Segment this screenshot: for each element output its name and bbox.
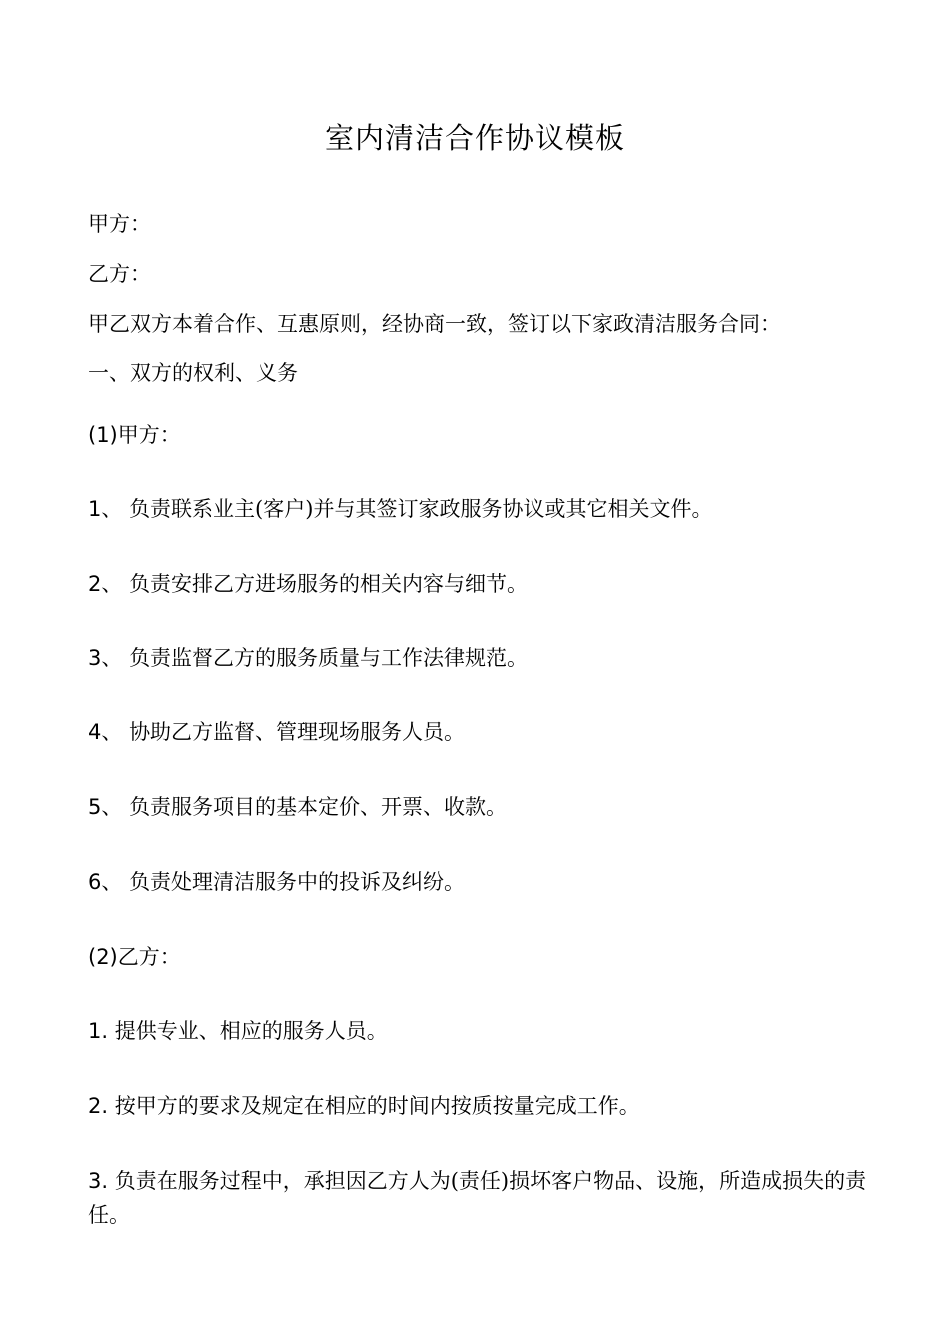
party-a-item bbox=[88, 493, 878, 525]
party-b-item bbox=[88, 1015, 878, 1047]
list-item-text: 负责处理清洁服务中的投诉及纠纷。 bbox=[129, 870, 466, 894]
party-b-item bbox=[88, 1090, 878, 1122]
party-a-subheading-marker: (1) bbox=[88, 423, 118, 447]
party-b-subheading bbox=[88, 941, 878, 973]
party-a-subheading-label: 甲方： bbox=[117, 423, 181, 447]
party-b-label: 乙方： bbox=[88, 262, 151, 286]
party-b-item bbox=[88, 1164, 868, 1232]
party-b-subheading-label: 乙方： bbox=[117, 945, 181, 969]
list-item-text: 负责在服务过程中，承担因乙方人为(责任)损坏客户物品、设施，所造成损失的责任。 bbox=[88, 1169, 867, 1227]
list-item-marker: 2、 bbox=[88, 572, 123, 596]
list-item-marker: 1、 bbox=[88, 497, 123, 521]
party-a-label: 甲方： bbox=[88, 212, 151, 236]
list-item-marker: 5、 bbox=[88, 795, 123, 819]
party-a-item bbox=[88, 791, 878, 823]
party-a-item bbox=[88, 866, 878, 898]
list-item-text: 负责联系业主(客户)并与其签订家政服务协议或其它相关文件。 bbox=[129, 497, 713, 521]
document-title: 室内清洁合作协议模板 bbox=[324, 121, 625, 155]
party-a-subheading bbox=[88, 419, 878, 451]
intro-paragraph: 甲乙双方本着合作、互惠原则，经协商一致，签订以下家政清洁服务合同： bbox=[88, 312, 781, 336]
list-item-text: 提供专业、相应的服务人员。 bbox=[114, 1019, 388, 1043]
section-heading-rights-obligations: 一、双方的权利、义务 bbox=[88, 361, 298, 385]
list-item-text: 协助乙方监督、管理现场服务人员。 bbox=[129, 720, 466, 744]
list-item-text: 负责安排乙方进场服务的相关内容与细节。 bbox=[129, 572, 529, 596]
list-item-marker: 2. bbox=[88, 1094, 109, 1118]
party-a-item bbox=[88, 716, 878, 748]
list-item-marker: 3. bbox=[88, 1169, 109, 1193]
party-a-item bbox=[88, 568, 878, 600]
list-item-marker: 3、 bbox=[88, 646, 123, 670]
list-item-marker: 1. bbox=[88, 1019, 109, 1043]
list-item-marker: 6、 bbox=[88, 870, 123, 894]
list-item-text: 按甲方的要求及规定在相应的时间内按质按量完成工作。 bbox=[114, 1094, 640, 1118]
list-item-text: 负责监督乙方的服务质量与工作法律规范。 bbox=[129, 646, 529, 670]
party-b-subheading-marker: (2) bbox=[88, 945, 118, 969]
list-item-text: 负责服务项目的基本定价、开票、收款。 bbox=[129, 795, 508, 819]
party-a-item bbox=[88, 642, 878, 674]
list-item-marker: 4、 bbox=[88, 720, 123, 744]
